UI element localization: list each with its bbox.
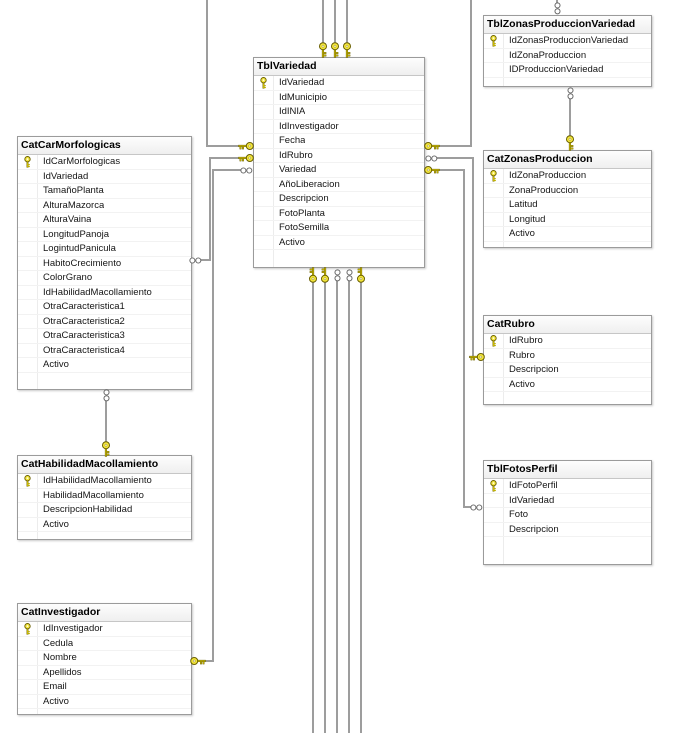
row-gutter: [18, 518, 38, 532]
infinity-many-icon: [554, 2, 561, 15]
row-gutter: [484, 184, 504, 198]
field-row[interactable]: [18, 184, 191, 199]
key-one-icon: [342, 42, 352, 58]
table-CatRubro[interactable]: [483, 315, 652, 405]
row-gutter: [18, 680, 38, 694]
field-row[interactable]: [18, 329, 191, 344]
row-gutter: [484, 508, 504, 522]
row-gutter: [18, 257, 38, 271]
row-gutter: [18, 329, 38, 343]
key-one-icon: [565, 135, 575, 151]
relationship-line[interactable]: [436, 157, 474, 159]
primary-key-icon: [254, 76, 274, 90]
row-gutter: [18, 228, 38, 242]
field-row[interactable]: [254, 76, 424, 91]
field-row[interactable]: [18, 242, 191, 257]
field-name: FotoPlanta: [279, 207, 325, 219]
row-gutter: [18, 651, 38, 665]
field-row[interactable]: [254, 192, 424, 207]
table-title[interactable]: CatZonasProduccion: [484, 151, 651, 169]
primary-key-icon: [484, 169, 504, 183]
relationship-line[interactable]: [105, 399, 107, 445]
relationship-line[interactable]: [463, 169, 465, 508]
row-gutter: [18, 242, 38, 256]
field-name: IdZonaProduccion: [509, 49, 587, 61]
field-row[interactable]: [18, 474, 191, 489]
infinity-many-icon: [567, 87, 574, 100]
field-name: Email: [43, 681, 67, 693]
table-title[interactable]: CatCarMorfologicas: [18, 137, 191, 155]
field-name: Activo: [509, 228, 535, 240]
table-title[interactable]: TblZonasProduccionVariedad: [484, 16, 651, 34]
relationship-line[interactable]: [346, 0, 348, 45]
key-one-icon: [424, 165, 440, 175]
row-gutter: [254, 91, 274, 105]
field-name: IdCarMorfologicas: [43, 156, 121, 168]
field-row[interactable]: [18, 666, 191, 681]
field-name: Longitud: [509, 213, 546, 225]
field-row[interactable]: [254, 120, 424, 135]
table-TblFotosPerfil[interactable]: [483, 460, 652, 565]
row-gutter: [18, 286, 38, 300]
infinity-many-icon: [346, 269, 353, 282]
table-title[interactable]: CatRubro: [484, 316, 651, 334]
field-row[interactable]: [254, 91, 424, 106]
field-row[interactable]: [18, 199, 191, 214]
field-row[interactable]: [18, 271, 191, 286]
field-name: IDProduccionVariedad: [509, 64, 604, 76]
field-row[interactable]: [484, 508, 651, 523]
key-one-icon: [238, 153, 254, 163]
field-row[interactable]: [484, 34, 651, 49]
field-name: ColorGrano: [43, 272, 93, 284]
field-row[interactable]: [18, 695, 191, 710]
field-row[interactable]: [484, 227, 651, 242]
table-CatCarMorfologicas[interactable]: [17, 136, 192, 390]
row-gutter: [484, 537, 504, 564]
table-empty-area: [18, 532, 191, 539]
relationship-line[interactable]: [472, 157, 474, 358]
row-gutter: [254, 149, 274, 163]
field-name: IdZonaProduccion: [509, 170, 587, 182]
row-gutter: [18, 637, 38, 651]
field-row[interactable]: [18, 358, 191, 373]
field-row[interactable]: [484, 184, 651, 199]
field-row[interactable]: [18, 489, 191, 504]
infinity-many-icon: [240, 167, 253, 174]
field-name: OtraCaracteristica1: [43, 301, 125, 313]
key-one-icon: [190, 656, 206, 666]
field-row[interactable]: [18, 315, 191, 330]
primary-key-icon: [18, 155, 38, 169]
field-name: Activo: [43, 695, 69, 707]
field-row[interactable]: [484, 523, 651, 538]
relationship-line[interactable]: [209, 157, 240, 159]
relationship-line[interactable]: [206, 0, 208, 147]
field-row[interactable]: [254, 236, 424, 251]
row-gutter: [18, 300, 38, 314]
table-empty-area: [18, 373, 191, 390]
table-TblVariedad[interactable]: [253, 57, 425, 268]
primary-key-icon: [18, 474, 38, 488]
field-name: IdInvestigador: [43, 623, 103, 635]
table-CatZonasProduccion[interactable]: [483, 150, 652, 248]
relationship-line[interactable]: [470, 0, 472, 147]
row-gutter: [484, 363, 504, 377]
field-name: AlturaMazorca: [43, 199, 105, 211]
primary-key-icon: [484, 479, 504, 493]
field-name: IdInvestigador: [279, 120, 339, 132]
key-one-icon: [320, 267, 330, 283]
row-gutter: [254, 250, 274, 267]
field-row[interactable]: [18, 651, 191, 666]
field-row[interactable]: [484, 63, 651, 78]
table-title[interactable]: TblVariedad: [254, 58, 424, 76]
field-name: IdFotoPerfil: [509, 480, 558, 492]
field-name: Fecha: [279, 135, 306, 147]
row-gutter: [484, 392, 504, 404]
field-name: IdINIA: [279, 106, 306, 118]
field-row[interactable]: [18, 155, 191, 170]
field-row[interactable]: [18, 344, 191, 359]
field-row[interactable]: [484, 198, 651, 213]
row-gutter: [254, 192, 274, 206]
row-gutter: [18, 199, 38, 213]
field-name: IdVariedad: [43, 170, 89, 182]
infinity-many-icon: [425, 155, 438, 162]
relationship-line[interactable]: [212, 169, 214, 662]
table-title[interactable]: TblFotosPerfil: [484, 461, 651, 479]
row-gutter: [18, 695, 38, 709]
row-gutter: [484, 494, 504, 508]
field-row[interactable]: [254, 163, 424, 178]
table-empty-area: [484, 242, 651, 248]
field-name: Activo: [43, 518, 69, 530]
field-row[interactable]: [18, 300, 191, 315]
table-empty-area: [484, 78, 651, 87]
row-gutter: [18, 666, 38, 680]
row-gutter: [254, 163, 274, 177]
primary-key-icon: [18, 622, 38, 636]
relationship-line[interactable]: [438, 145, 472, 147]
field-name: Descripcion: [509, 523, 559, 535]
row-gutter: [18, 373, 38, 390]
field-name: ZonaProduccion: [509, 184, 579, 196]
row-gutter: [484, 242, 504, 248]
row-gutter: [18, 358, 38, 372]
row-gutter: [254, 221, 274, 235]
field-name: IdRubro: [279, 149, 313, 161]
row-gutter: [18, 271, 38, 285]
field-name: IdHabilidadMacollamiento: [43, 286, 152, 298]
row-gutter: [484, 78, 504, 87]
row-gutter: [484, 349, 504, 363]
field-row[interactable]: [254, 149, 424, 164]
field-name: Nombre: [43, 652, 77, 664]
field-row[interactable]: [18, 622, 191, 637]
row-gutter: [18, 184, 38, 198]
field-row[interactable]: [18, 503, 191, 518]
key-one-icon: [469, 352, 485, 362]
field-name: IdVariedad: [509, 494, 555, 506]
row-gutter: [254, 134, 274, 148]
field-name: LongitudPanoja: [43, 228, 110, 240]
key-one-icon: [308, 267, 318, 283]
row-gutter: [484, 523, 504, 537]
table-title[interactable]: CatHabilidadMacollamiento: [18, 456, 191, 474]
relationship-line[interactable]: [212, 169, 242, 171]
field-row[interactable]: [18, 286, 191, 301]
field-row[interactable]: [254, 178, 424, 193]
relationship-line[interactable]: [206, 145, 240, 147]
field-row[interactable]: [484, 334, 651, 349]
relationship-line[interactable]: [438, 169, 465, 171]
field-row[interactable]: [254, 207, 424, 222]
relationship-line[interactable]: [360, 280, 362, 733]
field-name: OtraCaracteristica3: [43, 330, 125, 342]
table-empty-area: [18, 709, 191, 714]
row-gutter: [254, 120, 274, 134]
field-name: IdMunicipio: [279, 91, 328, 103]
table-empty-area: [484, 392, 651, 404]
relationship-line[interactable]: [348, 280, 350, 733]
field-name: Foto: [509, 509, 529, 521]
relationship-line[interactable]: [209, 157, 211, 261]
infinity-many-icon: [334, 269, 341, 282]
field-row[interactable]: [484, 378, 651, 393]
field-row[interactable]: [484, 363, 651, 378]
field-name: Latitud: [509, 199, 538, 211]
key-one-icon: [356, 267, 366, 283]
field-name: Cedula: [43, 637, 74, 649]
field-name: Activo: [43, 359, 69, 371]
row-gutter: [18, 489, 38, 503]
relationship-line[interactable]: [569, 98, 571, 138]
field-row[interactable]: [18, 228, 191, 243]
row-gutter: [18, 170, 38, 184]
row-gutter: [18, 315, 38, 329]
field-row[interactable]: [254, 105, 424, 120]
row-gutter: [18, 503, 38, 517]
field-name: AlturaVaina: [43, 214, 92, 226]
row-gutter: [18, 532, 38, 539]
key-one-icon: [318, 42, 328, 58]
key-one-icon: [330, 42, 340, 58]
field-name: IdZonasProduccionVariedad: [509, 35, 629, 47]
field-row[interactable]: [484, 169, 651, 184]
field-row[interactable]: [254, 134, 424, 149]
row-gutter: [484, 378, 504, 392]
field-name: HabitoCrecimiento: [43, 257, 122, 269]
row-gutter: [484, 227, 504, 241]
row-gutter: [18, 344, 38, 358]
field-row[interactable]: [484, 494, 651, 509]
relationship-line[interactable]: [324, 280, 326, 733]
key-one-icon: [424, 141, 440, 151]
relationship-line[interactable]: [322, 0, 324, 45]
field-name: HabilidadMacollamiento: [43, 489, 144, 501]
table-TblZonasProduccionVariedad[interactable]: [483, 15, 652, 87]
field-row[interactable]: [254, 221, 424, 236]
field-row[interactable]: [484, 49, 651, 64]
table-CatHabilidadMacollamiento[interactable]: [17, 455, 192, 540]
field-name: Activo: [509, 378, 535, 390]
field-row[interactable]: [18, 213, 191, 228]
field-name: AñoLiberacion: [279, 178, 340, 190]
field-name: Apellidos: [43, 666, 82, 678]
table-empty-area: [254, 250, 424, 267]
field-row[interactable]: [484, 349, 651, 364]
field-row[interactable]: [18, 680, 191, 695]
field-row[interactable]: [18, 257, 191, 272]
field-name: Variedad: [279, 164, 317, 176]
field-name: Activo: [279, 236, 305, 248]
field-row[interactable]: [484, 479, 651, 494]
field-name: FotoSemilla: [279, 222, 330, 234]
field-name: OtraCaracteristica4: [43, 344, 125, 356]
row-gutter: [18, 213, 38, 227]
field-name: LogintudPanicula: [43, 243, 116, 255]
table-empty-area: [484, 537, 651, 564]
row-gutter: [484, 63, 504, 77]
field-name: DescripcionHabilidad: [43, 504, 133, 516]
field-name: TamañoPlanta: [43, 185, 104, 197]
row-gutter: [484, 49, 504, 63]
row-gutter: [484, 213, 504, 227]
row-gutter: [254, 178, 274, 192]
field-name: Descripcion: [279, 193, 329, 205]
row-gutter: [18, 709, 38, 714]
table-CatInvestigador[interactable]: [17, 603, 192, 715]
relationship-line[interactable]: [334, 0, 336, 45]
infinity-many-icon: [470, 504, 483, 511]
relationship-line[interactable]: [312, 280, 314, 733]
row-gutter: [254, 207, 274, 221]
field-name: OtraCaracteristica2: [43, 315, 125, 327]
field-row[interactable]: [18, 637, 191, 652]
key-one-icon: [101, 441, 111, 457]
field-name: IdRubro: [509, 335, 543, 347]
table-title[interactable]: CatInvestigador: [18, 604, 191, 622]
field-name: IdVariedad: [279, 77, 325, 89]
row-gutter: [484, 198, 504, 212]
primary-key-icon: [484, 34, 504, 48]
field-name: IdHabilidadMacollamiento: [43, 475, 152, 487]
key-one-icon: [238, 141, 254, 151]
infinity-many-icon: [189, 257, 202, 264]
relationship-line[interactable]: [336, 280, 338, 733]
field-row[interactable]: [484, 213, 651, 228]
field-name: Descripcion: [509, 364, 559, 376]
field-row[interactable]: [18, 170, 191, 185]
row-gutter: [254, 236, 274, 250]
infinity-many-icon: [103, 389, 110, 402]
field-row[interactable]: [18, 518, 191, 533]
row-gutter: [254, 105, 274, 119]
field-name: Rubro: [509, 349, 535, 361]
primary-key-icon: [484, 334, 504, 348]
